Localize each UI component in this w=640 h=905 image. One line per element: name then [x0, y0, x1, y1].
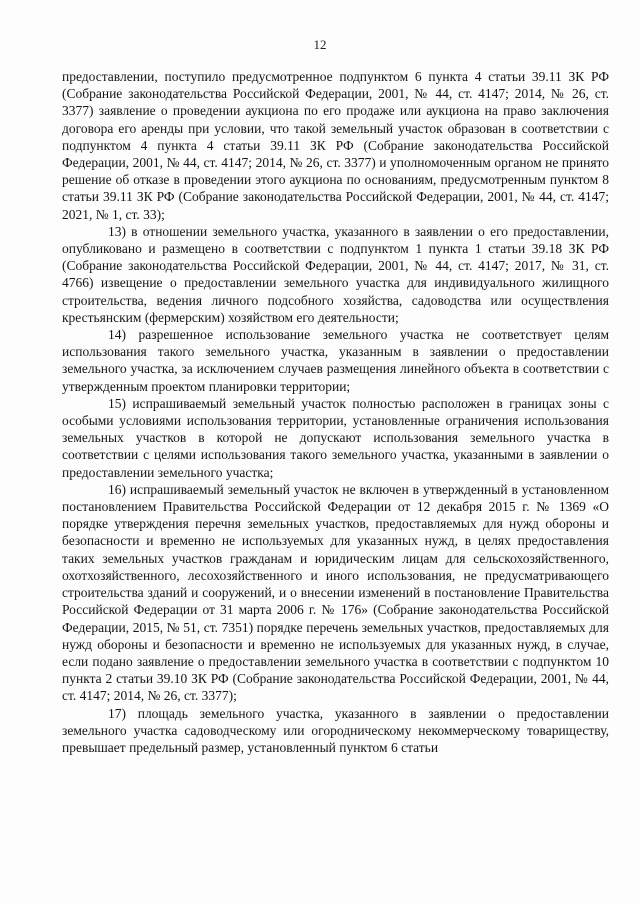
paragraph-item-16: 16) испрашиваемый земельный участок не включен в утвержденный в установленном постановлением Правительства Российской Федерации от 12 декабря 2015 г. № 1369 «О порядке утверждения перечня земельных участков, предоставляемых для нужд обороны и безопасности и временно не используемых для указанных нужд, в целях предоставления таких земельных участков гражданам и юридическим лицам для сельскохозяйственного, охотхозяйственного, лесохозяйственного и иного использования, не предусматривающего строительства зданий и сооружений, и о внесении изменений в постановление Правительства Российской Федерации от 31 марта 2006 г. № 176» (Собрание законодательства Российской Федерации, 2015, № 51, ст. 7351) порядке перечень земельных участков, предоставляемых для нужд обороны и безопасности и временно не используемых для указанных нужд, в случае, если подано заявление о предоставлении земельного участка в соответствии с подпунктом 10 пункта 2 статьи 39.10 ЗК РФ (Собрание законодательства Российской Федерации, 2001, № 44, ст. 4147; 2014, № 26, ст. 3377); — [62, 481, 609, 704]
paragraph-continuation: предоставлении, поступило предусмотренное подпунктом 6 пункта 4 статьи 39.11 ЗК РФ (Собрание законодательства Российской Федерации, 2001, № 44, ст. 4147; 2014, № 26, ст. 3377) заявление о проведении аукциона по его продаже или аукциона на право заключения договора его аренды при условии, что такой земельный участок образован в соответствии с подпунктом 4 пункта 4 статьи 39.11 ЗК РФ (Собрание законодательства Российской Федерации, 2001, № 44, ст. 4147; 2014, № 26, ст. 3377) и уполномоченным органом не принято решение об отказе в проведении этого аукциона по основаниям, предусмотренным пунктом 8 статьи 39.11 ЗК РФ (Собрание законодательства Российской Федерации, 2001, № 44, ст. 4147; 2021, № 1, ст. 33); — [62, 69, 609, 222]
paragraph-item-15: 15) испрашиваемый земельный участок полностью расположен в границах зоны с особыми условиями использования территории, установленные ограничения использования земельных участков в которой не допускают использования земельного участка в соответствии с целями использования такого земельного участка, указанными в заявлении о предоставлении земельного участка; — [62, 395, 609, 480]
paragraph-item-14: 14) разрешенное использование земельного участка не соответствует целям использования такого земельного участка, указанным в заявлении о предоставлении земельного участка, за исключением случаев размещения линейного объекта в соответствии с утвержденным проектом планировки территории; — [62, 327, 609, 394]
paragraph-item-13: 13) в отношении земельного участка, указанного в заявлении о его предоставлении, опубликовано и размещено в соответствии с подпунктом 1 пункта 1 статьи 39.18 ЗК РФ (Собрание законодательства Российской Федерации, 2001, № 44, ст. 4147; 2017, № 31, ст. 4766) извещение о предоставлении земельного участка для индивидуального жилищного строительства, ведения личного подсобного хозяйства, садоводства или осуществления крестьянским (фермерским) хозяйством его деятельности; — [62, 223, 609, 325]
paragraph-item-17: 17) площадь земельного участка, указанного в заявлении о предоставлении земельного участка садоводческому или огородническому некоммерческому товариществу, превышает предельный размер, установленный пунктом 6 статьи — [62, 705, 609, 755]
document-body — [62, 68, 609, 756]
page-number: 12 — [313, 37, 327, 52]
